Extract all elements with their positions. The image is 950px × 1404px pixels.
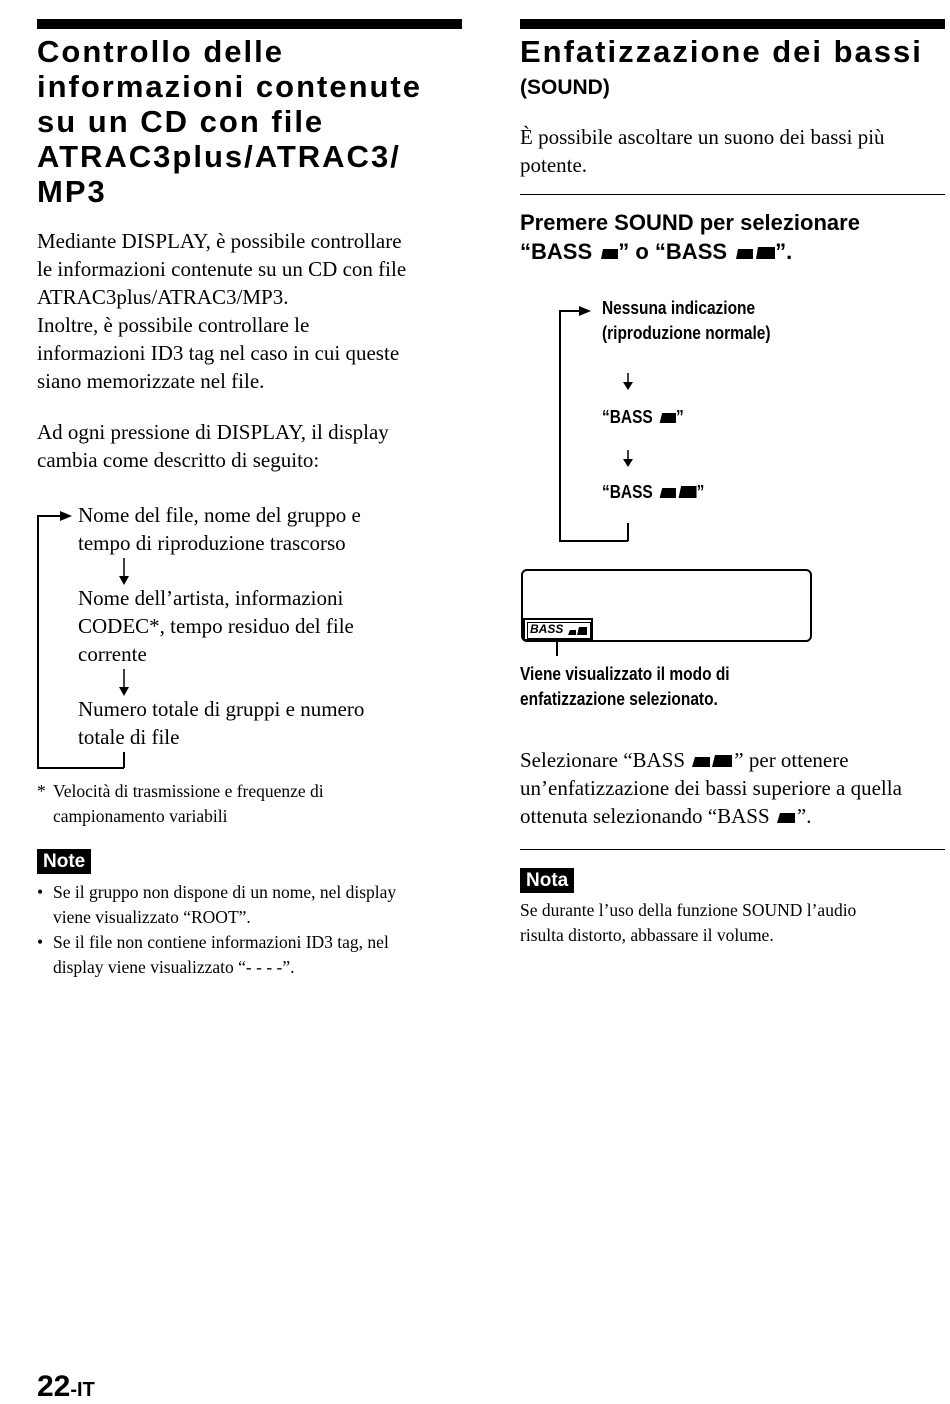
footnote xyxy=(53,779,324,829)
intro-line: informazioni ID3 tag nel caso in cui queste xyxy=(37,341,400,365)
flow-line: Numero totale di gruppi e numero xyxy=(78,697,365,721)
select-text xyxy=(520,746,902,830)
select-line xyxy=(520,802,902,830)
step-text: ” o “BASS xyxy=(618,239,734,264)
step-instruction xyxy=(520,208,860,266)
left-title-line: informazioni contenute xyxy=(37,69,422,104)
step-line: Premere SOUND per selezionare xyxy=(520,210,860,235)
loop-line-up xyxy=(123,752,125,768)
intro-line: Inoltre, è possibile controllare le xyxy=(37,313,310,337)
nota-label: Nota xyxy=(520,868,574,893)
note-line: display viene visualizzato “- - - -”. xyxy=(53,957,295,977)
flow-line: corrente xyxy=(78,642,147,666)
flow-text: ” xyxy=(696,482,705,502)
intro-line: potente. xyxy=(520,153,588,177)
footnote-line: Velocità di trasmissione e frequenze di xyxy=(53,781,324,801)
note-line: viene visualizzato “ROOT”. xyxy=(53,907,251,927)
bass-1-icon xyxy=(598,245,618,259)
select-line: un’enfatizzazione dei bassi superiore a quella xyxy=(520,776,902,800)
select-text-span: Selezionare “BASS xyxy=(520,748,691,772)
bullet-icon: • xyxy=(37,882,44,902)
divider xyxy=(520,849,945,850)
bass-2-icon xyxy=(733,245,775,259)
left-intro xyxy=(37,227,406,395)
step-line xyxy=(520,237,860,266)
left-title-line: su un CD con file xyxy=(37,104,325,139)
callout-line xyxy=(556,640,558,656)
flow-text: “BASS xyxy=(602,407,658,427)
caption-line: enfatizzazione selezionato. xyxy=(520,689,718,709)
flow-line: Nome dell’artista, informazioni xyxy=(78,586,344,610)
select-line xyxy=(520,746,902,774)
bass-1-icon xyxy=(657,410,676,423)
bass-1-icon xyxy=(775,809,797,823)
left-title-bar xyxy=(37,19,462,29)
arrow-right-icon xyxy=(579,305,591,317)
loop-line-bottom xyxy=(559,540,628,542)
select-text-span: ”. xyxy=(796,804,812,828)
arrow-right-icon xyxy=(60,510,72,522)
left-section-title xyxy=(37,34,422,209)
left-title-line: MP3 xyxy=(37,174,107,209)
step-text: “BASS xyxy=(520,239,599,264)
bullet-icon: • xyxy=(37,932,44,952)
flow-item-2 xyxy=(78,584,354,668)
loop-line-up xyxy=(627,523,629,541)
page-number xyxy=(37,1370,95,1404)
left-title-line: ATRAC3plus/ATRAC3/ xyxy=(37,139,401,174)
arrow-down-icon xyxy=(622,450,634,468)
intro-line: È possibile ascoltare un suono dei bassi più xyxy=(520,125,885,149)
flow-text: ” xyxy=(675,407,684,427)
step-text: ”. xyxy=(775,239,793,264)
flow-line: (riproduzione normale) xyxy=(602,323,771,343)
page-number-value: 22 xyxy=(37,1370,71,1403)
lcd-bass-text: BASS xyxy=(530,622,564,636)
page-number-suffix: -IT xyxy=(70,1379,95,1401)
intro-line: Mediante DISPLAY, è possibile controllare xyxy=(37,229,402,253)
intro-line: siano memorizzate nel file. xyxy=(37,369,265,393)
press-line: Ad ogni pressione di DISPLAY, il display xyxy=(37,420,389,444)
flow-line: Nome del file, nome del gruppo e xyxy=(78,503,361,527)
left-title-line: Controllo delle xyxy=(37,34,284,69)
arrow-down-icon xyxy=(118,669,130,697)
flow-item-3 xyxy=(78,695,364,751)
right-section-title: Enfatizzazione dei bassi xyxy=(520,34,923,69)
flow-line: totale di file xyxy=(78,725,180,749)
right-intro xyxy=(520,123,885,179)
loop-line-bottom xyxy=(37,767,124,769)
left-press-text xyxy=(37,418,389,474)
flow-none xyxy=(602,296,771,346)
intro-line: ATRAC3plus/ATRAC3/MP3. xyxy=(37,285,289,309)
press-line: cambia come descritto di seguito: xyxy=(37,448,320,472)
arrow-down-icon xyxy=(622,373,634,391)
nota-text xyxy=(520,898,856,948)
flow-line: Nessuna indicazione xyxy=(602,298,756,318)
bass-1-icon xyxy=(566,625,588,635)
right-section-subtitle: (SOUND) xyxy=(520,76,610,99)
nota-line: Se durante l’uso della funzione SOUND l’audio xyxy=(520,900,857,920)
select-text-span: ” per ottenere xyxy=(734,748,849,772)
nota-line: risulta distorto, abbassare il volume. xyxy=(520,925,774,945)
caption-line: Viene visualizzato il modo di xyxy=(520,664,730,684)
footnote-mark: * xyxy=(37,781,46,801)
flow-bass-1 xyxy=(602,405,684,430)
bass-2-icon xyxy=(690,753,734,767)
lcd-bass-indicator xyxy=(523,618,593,641)
arrow-down-icon xyxy=(118,558,130,586)
note-line: Se il gruppo non dispone di un nome, nel display xyxy=(53,882,397,902)
flow-bass-2 xyxy=(602,480,704,505)
flow-item-1 xyxy=(78,501,361,557)
right-title-bar xyxy=(520,19,945,29)
note-item-1 xyxy=(53,880,396,930)
loop-line-left xyxy=(37,515,39,768)
note-label: Note xyxy=(37,849,91,874)
divider xyxy=(520,194,945,195)
flow-text: “BASS xyxy=(602,482,658,502)
note-item-2 xyxy=(53,930,389,980)
footnote-line: campionamento variabili xyxy=(53,806,228,826)
flow-line: CODEC*, tempo residuo del file xyxy=(78,614,354,638)
bass-2-icon xyxy=(657,484,697,498)
intro-line: le informazioni contenute su un CD con file xyxy=(37,257,407,281)
lcd-caption xyxy=(520,662,730,712)
select-text-span: ottenuta selezionando “BASS xyxy=(520,804,775,828)
flow-line: tempo di riproduzione trascorso xyxy=(78,531,346,555)
note-line: Se il file non contiene informazioni ID3 tag, nel xyxy=(53,932,389,952)
loop-line-left xyxy=(559,310,561,541)
